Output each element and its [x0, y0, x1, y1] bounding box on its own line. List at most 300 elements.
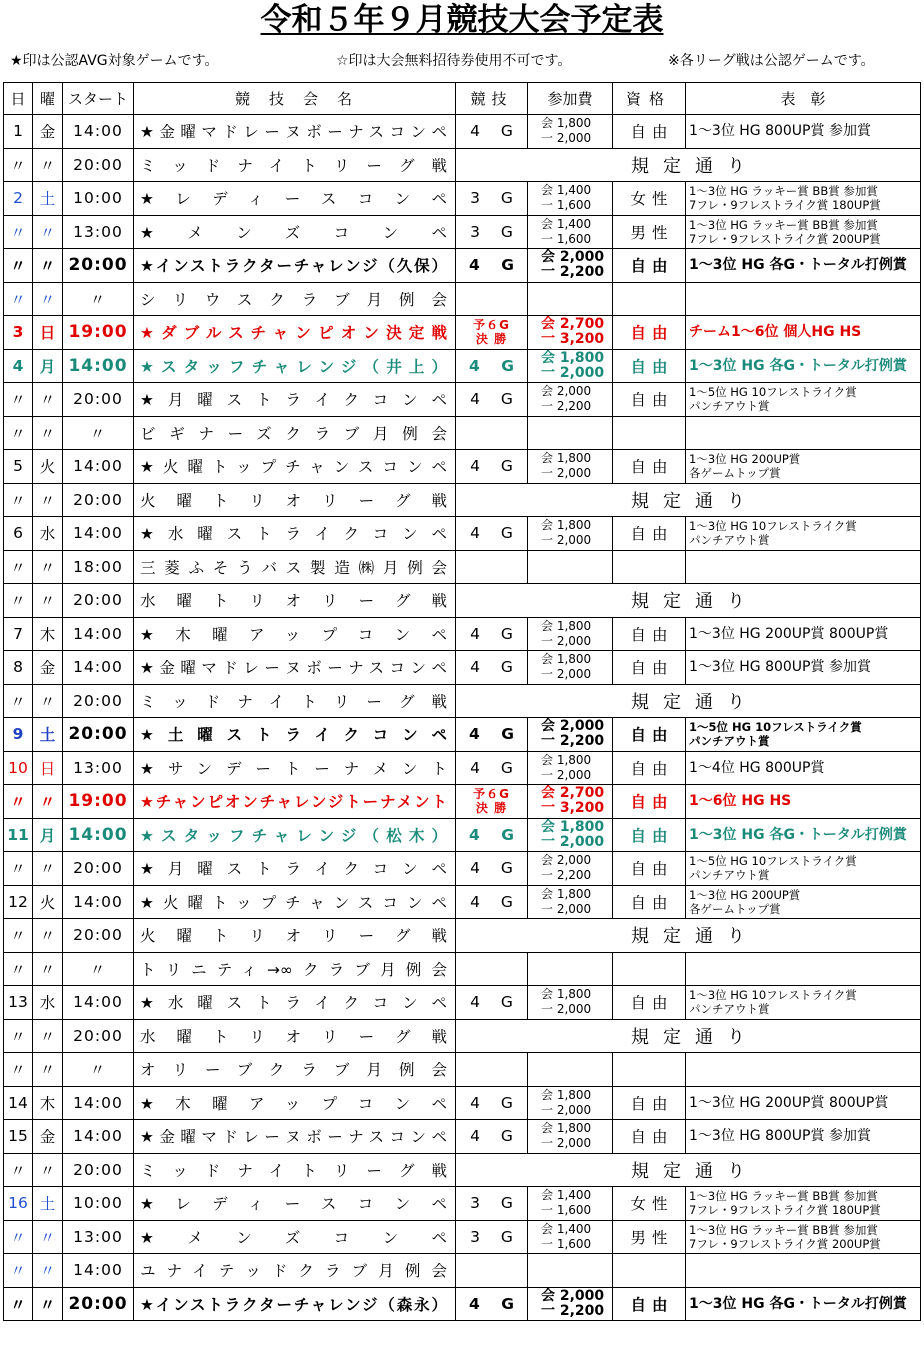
day-cell: 〃: [4, 483, 33, 517]
weekday-cell: 〃: [33, 215, 63, 249]
games-cell: 4 G: [456, 885, 528, 919]
games-cell: 4 G: [456, 986, 528, 1020]
header-day: 日: [4, 83, 33, 115]
qualification-cell: 自由: [613, 617, 686, 651]
award-line-2: 各ゲームトップ賞: [689, 466, 781, 481]
qualification-cell: [613, 1053, 686, 1087]
award-cell: [686, 718, 921, 752]
header-qual: 資格: [613, 83, 686, 115]
event-name-cell: ★火曜トップチャンスコンペ: [134, 885, 456, 919]
day-cell: 5: [4, 450, 33, 484]
award-cell: [686, 450, 921, 484]
header-games: 競技: [456, 83, 528, 115]
award-line-1: 1～3位 HG 800UP賞 参加賞: [689, 659, 871, 676]
qualification-cell: 自由: [613, 986, 686, 1020]
fee-member: 会 2,000: [541, 718, 605, 735]
event-name-cell: ミッドナイトリーグ戦: [134, 1153, 456, 1187]
qualification-cell: [613, 416, 686, 450]
weekday-cell: 〃: [33, 249, 63, 283]
start-time-cell: 13:00: [63, 1220, 134, 1254]
table-row: [4, 885, 921, 919]
award-cell: [686, 416, 921, 450]
weekday-cell: 〃: [33, 1153, 63, 1187]
award-line-1: 1～5位 HG 10フレストライク賞: [689, 720, 862, 735]
qualification-cell: 自由: [613, 115, 686, 149]
table-row: [4, 617, 921, 651]
award-line-1: 1～6位 HG HS: [689, 793, 792, 810]
qualification-cell: [613, 952, 686, 986]
start-time-cell: 18:00: [63, 550, 134, 584]
games-cell: 3 G: [456, 1187, 528, 1221]
weekday-cell: 〃: [33, 1220, 63, 1254]
table-row: [4, 550, 921, 584]
page-title: 令和５年９月競技大会予定表: [260, 2, 664, 38]
table-row: [4, 718, 921, 752]
table-row: [4, 1287, 921, 1321]
day-cell: 11: [4, 818, 33, 852]
day-cell: 〃: [4, 550, 33, 584]
award-cell: [686, 1254, 921, 1288]
start-time-cell: 20:00: [63, 249, 134, 283]
table-row: [4, 215, 921, 249]
event-name-cell: ユナイテッドクラブ月例会: [134, 1254, 456, 1288]
qualification-cell: 自由: [613, 383, 686, 417]
fee-member: 会 1,400: [541, 1221, 592, 1236]
fee-member: 会 1,800: [541, 618, 592, 633]
games-cell: 4 G: [456, 1086, 528, 1120]
start-time-cell: 20:00: [63, 852, 134, 886]
weekday-cell: 〃: [33, 919, 63, 953]
weekday-cell: 〃: [33, 383, 63, 417]
start-time-cell: 14:00: [63, 349, 134, 383]
fee-general: 一 2,200: [541, 868, 592, 883]
weekday-cell: 水: [33, 986, 63, 1020]
table-row: [4, 952, 921, 986]
day-cell: 〃: [4, 952, 33, 986]
table-row: [4, 182, 921, 216]
event-name-cell: ★金曜マドレーヌボーナスコンペ: [134, 651, 456, 685]
award-line-1: 1～3位 HG 各G・トータル打例賞: [689, 826, 907, 843]
fee-cell: [528, 115, 613, 149]
qualification-cell: 自由: [613, 316, 686, 350]
weekday-cell: 〃: [33, 1019, 63, 1053]
weekday-cell: 金: [33, 1120, 63, 1154]
table-body: [4, 115, 921, 1321]
table-row: [4, 416, 921, 450]
fee-general: 一 2,000: [541, 667, 592, 682]
fee-member: 会 1,800: [541, 752, 592, 767]
day-cell: 6: [4, 517, 33, 551]
fee-general: 一 1,600: [541, 1203, 592, 1218]
games-final: 決 勝: [475, 801, 508, 816]
games-cell: [456, 785, 528, 819]
event-name-cell: ★月曜ストライクコンペ: [134, 383, 456, 417]
day-cell: 〃: [4, 383, 33, 417]
event-name-cell: ★レディースコンペ: [134, 182, 456, 216]
event-name-cell: シリウスクラブ月例会: [134, 282, 456, 316]
fee-cell: [528, 450, 613, 484]
fee-member: 会 1,800: [541, 652, 592, 667]
notes: [8, 50, 924, 72]
games-cell: 4 G: [456, 115, 528, 149]
games-cell: 4 G: [456, 852, 528, 886]
table-row: [4, 1019, 921, 1053]
event-name-cell: ★火曜トップチャンスコンペ: [134, 450, 456, 484]
table-row: [4, 1053, 921, 1087]
award-line-1: 1～3位 HG ラッキー賞 BB賞 参加賞: [689, 217, 878, 232]
fee-member: 会 1,800: [541, 1087, 592, 1102]
start-time-cell: 14:00: [63, 517, 134, 551]
weekday-cell: 〃: [33, 483, 63, 517]
event-name-cell: ★水曜ストライクコンペ: [134, 986, 456, 1020]
event-name-cell: ★ダブルスチャンピオン決定戦: [134, 316, 456, 350]
table-row: [4, 115, 921, 149]
weekday-cell: 〃: [33, 416, 63, 450]
qualification-cell: 男性: [613, 1220, 686, 1254]
fee-general: 一 2,200: [541, 264, 605, 281]
weekday-cell: 木: [33, 617, 63, 651]
fee-cell: [528, 1254, 613, 1288]
qualification-cell: 自由: [613, 885, 686, 919]
fee-cell: [528, 182, 613, 216]
weekday-cell: 火: [33, 885, 63, 919]
start-time-cell: 13:00: [63, 751, 134, 785]
event-name-cell: ★スタッフチャレンジ（松木）: [134, 818, 456, 852]
day-cell: 〃: [4, 584, 33, 618]
award-line-1: 1～3位 HG ラッキー賞 BB賞 参加賞: [689, 1222, 878, 1237]
start-time-cell: 14:00: [63, 651, 134, 685]
award-line-1: 1～3位 HG ラッキー賞 BB賞 参加賞: [689, 184, 878, 199]
header-start: スタート: [63, 83, 134, 115]
fee-general: 一 2,000: [541, 833, 605, 850]
day-cell: 〃: [4, 148, 33, 182]
table-row: [4, 249, 921, 283]
table-row: [4, 450, 921, 484]
start-time-cell: 〃: [63, 952, 134, 986]
day-cell: 〃: [4, 852, 33, 886]
fee-member: 会 1,800: [541, 349, 605, 366]
weekday-cell: 〃: [33, 952, 63, 986]
table-row: [4, 751, 921, 785]
event-name-cell: ★金曜マドレーヌボーナスコンペ: [134, 1120, 456, 1154]
table-row: [4, 986, 921, 1020]
weekday-cell: 〃: [33, 1254, 63, 1288]
award-cell: [686, 651, 921, 685]
games-cell: 3 G: [456, 215, 528, 249]
event-name-cell: ★金曜マドレーヌボーナスコンペ: [134, 115, 456, 149]
start-time-cell: 20:00: [63, 1019, 134, 1053]
fee-cell: [528, 349, 613, 383]
day-cell: 〃: [4, 1287, 33, 1321]
award-line-2: 各ゲームトップ賞: [689, 901, 781, 916]
games-cell: 4 G: [456, 1287, 528, 1321]
qualification-cell: [613, 1254, 686, 1288]
day-cell: 10: [4, 751, 33, 785]
fee-member: 会 2,000: [541, 853, 592, 868]
note-invite: ☆印は大会無料招待券使用不可です。: [336, 53, 572, 69]
weekday-cell: 木: [33, 1086, 63, 1120]
table-row: [4, 148, 921, 182]
award-cell: [686, 1287, 921, 1321]
qualification-cell: 自由: [613, 852, 686, 886]
start-time-cell: 14:00: [63, 1254, 134, 1288]
event-name-cell: ★月曜ストライクコンペ: [134, 852, 456, 886]
note-league: ※各リーグ戦は公認ゲームです。: [668, 53, 875, 69]
fee-cell: [528, 416, 613, 450]
start-time-cell: 14:00: [63, 1120, 134, 1154]
fee-general: 一 1,600: [541, 198, 592, 213]
award-line-2: 7フレ・9フレストライク賞 200UP賞: [689, 1236, 881, 1251]
table-row: [4, 483, 921, 517]
start-time-cell: 20:00: [63, 584, 134, 618]
start-time-cell: 14:00: [63, 986, 134, 1020]
fee-member: 会 1,400: [541, 216, 592, 231]
fee-member: 会 2,700: [541, 316, 605, 333]
qualification-cell: 男性: [613, 215, 686, 249]
fee-cell: [528, 617, 613, 651]
start-time-cell: 20:00: [63, 919, 134, 953]
start-time-cell: 20:00: [63, 383, 134, 417]
qualification-cell: 自由: [613, 785, 686, 819]
table-row: [4, 651, 921, 685]
fee-cell: [528, 651, 613, 685]
fee-general: 一 3,200: [541, 800, 605, 817]
fee-member: 会 1,800: [541, 987, 592, 1002]
fee-member: 会 1,800: [541, 818, 605, 835]
event-name-cell: ビギナーズクラブ月例会: [134, 416, 456, 450]
fee-general: 一 2,000: [541, 466, 592, 481]
award-line-2: パンチアウト賞: [689, 868, 770, 883]
award-cell: [686, 249, 921, 283]
qualification-cell: 自由: [613, 1120, 686, 1154]
start-time-cell: 20:00: [63, 684, 134, 718]
day-cell: 〃: [4, 1153, 33, 1187]
rules-cell: 規定通り: [456, 584, 921, 618]
award-cell: [686, 1086, 921, 1120]
qualification-cell: 自由: [613, 450, 686, 484]
fee-general: 一 3,200: [541, 331, 605, 348]
rules-cell: 規定通り: [456, 483, 921, 517]
event-name-cell: ★スタッフチャレンジ（井上）: [134, 349, 456, 383]
event-name-cell: ★レディースコンペ: [134, 1187, 456, 1221]
award-line-1: 1～3位 HG 200UP賞 800UP賞: [689, 1094, 889, 1111]
award-cell: [686, 349, 921, 383]
weekday-cell: 水: [33, 517, 63, 551]
table-row: [4, 383, 921, 417]
weekday-cell: 金: [33, 115, 63, 149]
fee-cell: [528, 785, 613, 819]
weekday-cell: 日: [33, 316, 63, 350]
weekday-cell: 〃: [33, 1053, 63, 1087]
fee-general: 一 2,000: [541, 1102, 592, 1117]
award-line-1: 1～3位 HG 10フレストライク賞: [689, 988, 857, 1003]
start-time-cell: 20:00: [63, 148, 134, 182]
schedule-table: [3, 82, 921, 1321]
event-name-cell: オリーブクラブ月例会: [134, 1053, 456, 1087]
weekday-cell: 〃: [33, 550, 63, 584]
award-line-1: 1～3位 HG 10フレストライク賞: [689, 519, 857, 534]
day-cell: 〃: [4, 785, 33, 819]
event-name-cell: トリニティ→∞クラブ月例会: [134, 952, 456, 986]
rules-cell: 規定通り: [456, 1019, 921, 1053]
games-cell: [456, 416, 528, 450]
games-prelim: 予６G: [473, 318, 510, 333]
day-cell: 〃: [4, 249, 33, 283]
qualification-cell: 自由: [613, 818, 686, 852]
event-name-cell: ★木曜アップコンペ: [134, 617, 456, 651]
event-name-cell: ★土曜ストライクコンペ: [134, 718, 456, 752]
weekday-cell: 土: [33, 718, 63, 752]
table-row: [4, 1254, 921, 1288]
weekday-cell: 〃: [33, 148, 63, 182]
day-cell: 〃: [4, 215, 33, 249]
event-name-cell: 水曜トリオリーグ戦: [134, 1019, 456, 1053]
start-time-cell: 20:00: [63, 483, 134, 517]
award-line-2: 7フレ・9フレストライク賞 180UP賞: [689, 1203, 881, 1218]
day-cell: 12: [4, 885, 33, 919]
games-cell: [456, 952, 528, 986]
day-cell: 〃: [4, 1019, 33, 1053]
day-cell: 2: [4, 182, 33, 216]
fee-member: 会 2,000: [541, 1287, 605, 1304]
table-row: [4, 785, 921, 819]
weekday-cell: 金: [33, 651, 63, 685]
weekday-cell: 日: [33, 751, 63, 785]
day-cell: 〃: [4, 919, 33, 953]
day-cell: 13: [4, 986, 33, 1020]
day-cell: 〃: [4, 416, 33, 450]
award-cell: [686, 785, 921, 819]
qualification-cell: 自由: [613, 1287, 686, 1321]
award-cell: [686, 282, 921, 316]
weekday-cell: 土: [33, 182, 63, 216]
games-cell: 4 G: [456, 1120, 528, 1154]
header-fee: 参加費: [528, 83, 613, 115]
qualification-cell: 自由: [613, 249, 686, 283]
fee-cell: [528, 1086, 613, 1120]
day-cell: 16: [4, 1187, 33, 1221]
award-line-1: チーム1～6位 個人HG HS: [689, 324, 862, 341]
start-time-cell: 20:00: [63, 1153, 134, 1187]
award-cell: [686, 818, 921, 852]
table-row: [4, 852, 921, 886]
qualification-cell: 自由: [613, 651, 686, 685]
award-cell: [686, 1220, 921, 1254]
fee-cell: [528, 952, 613, 986]
start-time-cell: 20:00: [63, 1287, 134, 1321]
award-line-1: 1～3位 HG 200UP賞: [689, 452, 801, 467]
weekday-cell: 〃: [33, 282, 63, 316]
event-name-cell: 水曜トリオリーグ戦: [134, 584, 456, 618]
games-cell: [456, 1254, 528, 1288]
award-line-1: 1～4位 HG 800UP賞: [689, 759, 825, 776]
start-time-cell: 19:00: [63, 785, 134, 819]
start-time-cell: 19:00: [63, 316, 134, 350]
award-cell: [686, 316, 921, 350]
games-cell: 3 G: [456, 182, 528, 216]
start-time-cell: 10:00: [63, 1187, 134, 1221]
fee-cell: [528, 1287, 613, 1321]
day-cell: 8: [4, 651, 33, 685]
start-time-cell: 10:00: [63, 182, 134, 216]
fee-general: 一 2,000: [541, 131, 592, 146]
day-cell: 〃: [4, 1254, 33, 1288]
table-row: [4, 316, 921, 350]
qualification-cell: 女性: [613, 1187, 686, 1221]
event-name-cell: 火曜トリオリーグ戦: [134, 919, 456, 953]
fee-general: 一 2,000: [541, 901, 592, 916]
fee-cell: [528, 249, 613, 283]
day-cell: 3: [4, 316, 33, 350]
event-name-cell: ★メンズコンペ: [134, 215, 456, 249]
fee-cell: [528, 818, 613, 852]
weekday-cell: 月: [33, 818, 63, 852]
qualification-cell: 自由: [613, 349, 686, 383]
start-time-cell: 〃: [63, 416, 134, 450]
start-time-cell: 14:00: [63, 450, 134, 484]
qualification-cell: [613, 550, 686, 584]
fee-general: 一 1,600: [541, 231, 592, 246]
award-line-1: 1～3位 HG 200UP賞 800UP賞: [689, 625, 889, 642]
games-final: 決 勝: [475, 332, 508, 347]
fee-member: 会 1,800: [541, 886, 592, 901]
day-cell: 〃: [4, 282, 33, 316]
award-line-1: 1～3位 HG 各G・トータル打例賞: [689, 357, 907, 374]
award-cell: [686, 182, 921, 216]
fee-general: 一 2,200: [541, 399, 592, 414]
qualification-cell: 自由: [613, 517, 686, 551]
fee-cell: [528, 282, 613, 316]
event-name-cell: 火曜トリオリーグ戦: [134, 483, 456, 517]
award-line-2: パンチアウト賞: [689, 1002, 770, 1017]
day-cell: 〃: [4, 684, 33, 718]
fee-member: 会 1,800: [541, 518, 592, 533]
table-row: [4, 1220, 921, 1254]
fee-cell: [528, 852, 613, 886]
rules-cell: 規定通り: [456, 684, 921, 718]
fee-member: 会 2,000: [541, 249, 605, 266]
event-name-cell: ★サンデートーナメント: [134, 751, 456, 785]
award-line-1: 1～3位 HG 800UP賞 参加賞: [689, 123, 871, 140]
day-cell: 15: [4, 1120, 33, 1154]
award-cell: [686, 215, 921, 249]
start-time-cell: 14:00: [63, 115, 134, 149]
fee-general: 一 2,200: [541, 1302, 605, 1319]
fee-cell: [528, 986, 613, 1020]
table-row: [4, 1187, 921, 1221]
start-time-cell: 〃: [63, 282, 134, 316]
award-cell: [686, 1120, 921, 1154]
award-line-2: 7フレ・9フレストライク賞 180UP賞: [689, 198, 881, 213]
award-cell: [686, 885, 921, 919]
award-line-1: 1～3位 HG 各G・トータル打例賞: [689, 257, 907, 274]
header-dow: 曜: [33, 83, 63, 115]
start-time-cell: 〃: [63, 1053, 134, 1087]
award-cell: [686, 1053, 921, 1087]
event-name-cell: ★水曜ストライクコンペ: [134, 517, 456, 551]
games-cell: 4 G: [456, 249, 528, 283]
event-name-cell: ★木曜アップコンペ: [134, 1086, 456, 1120]
table-row: [4, 818, 921, 852]
weekday-cell: 月: [33, 349, 63, 383]
table-row: [4, 1153, 921, 1187]
rules-cell: 規定通り: [456, 919, 921, 953]
games-cell: 4 G: [456, 349, 528, 383]
fee-cell: [528, 550, 613, 584]
event-name-cell: ★インストラクターチャレンジ（森永）: [134, 1287, 456, 1321]
fee-cell: [528, 1220, 613, 1254]
award-line-2: パンチアウト賞: [689, 533, 770, 548]
